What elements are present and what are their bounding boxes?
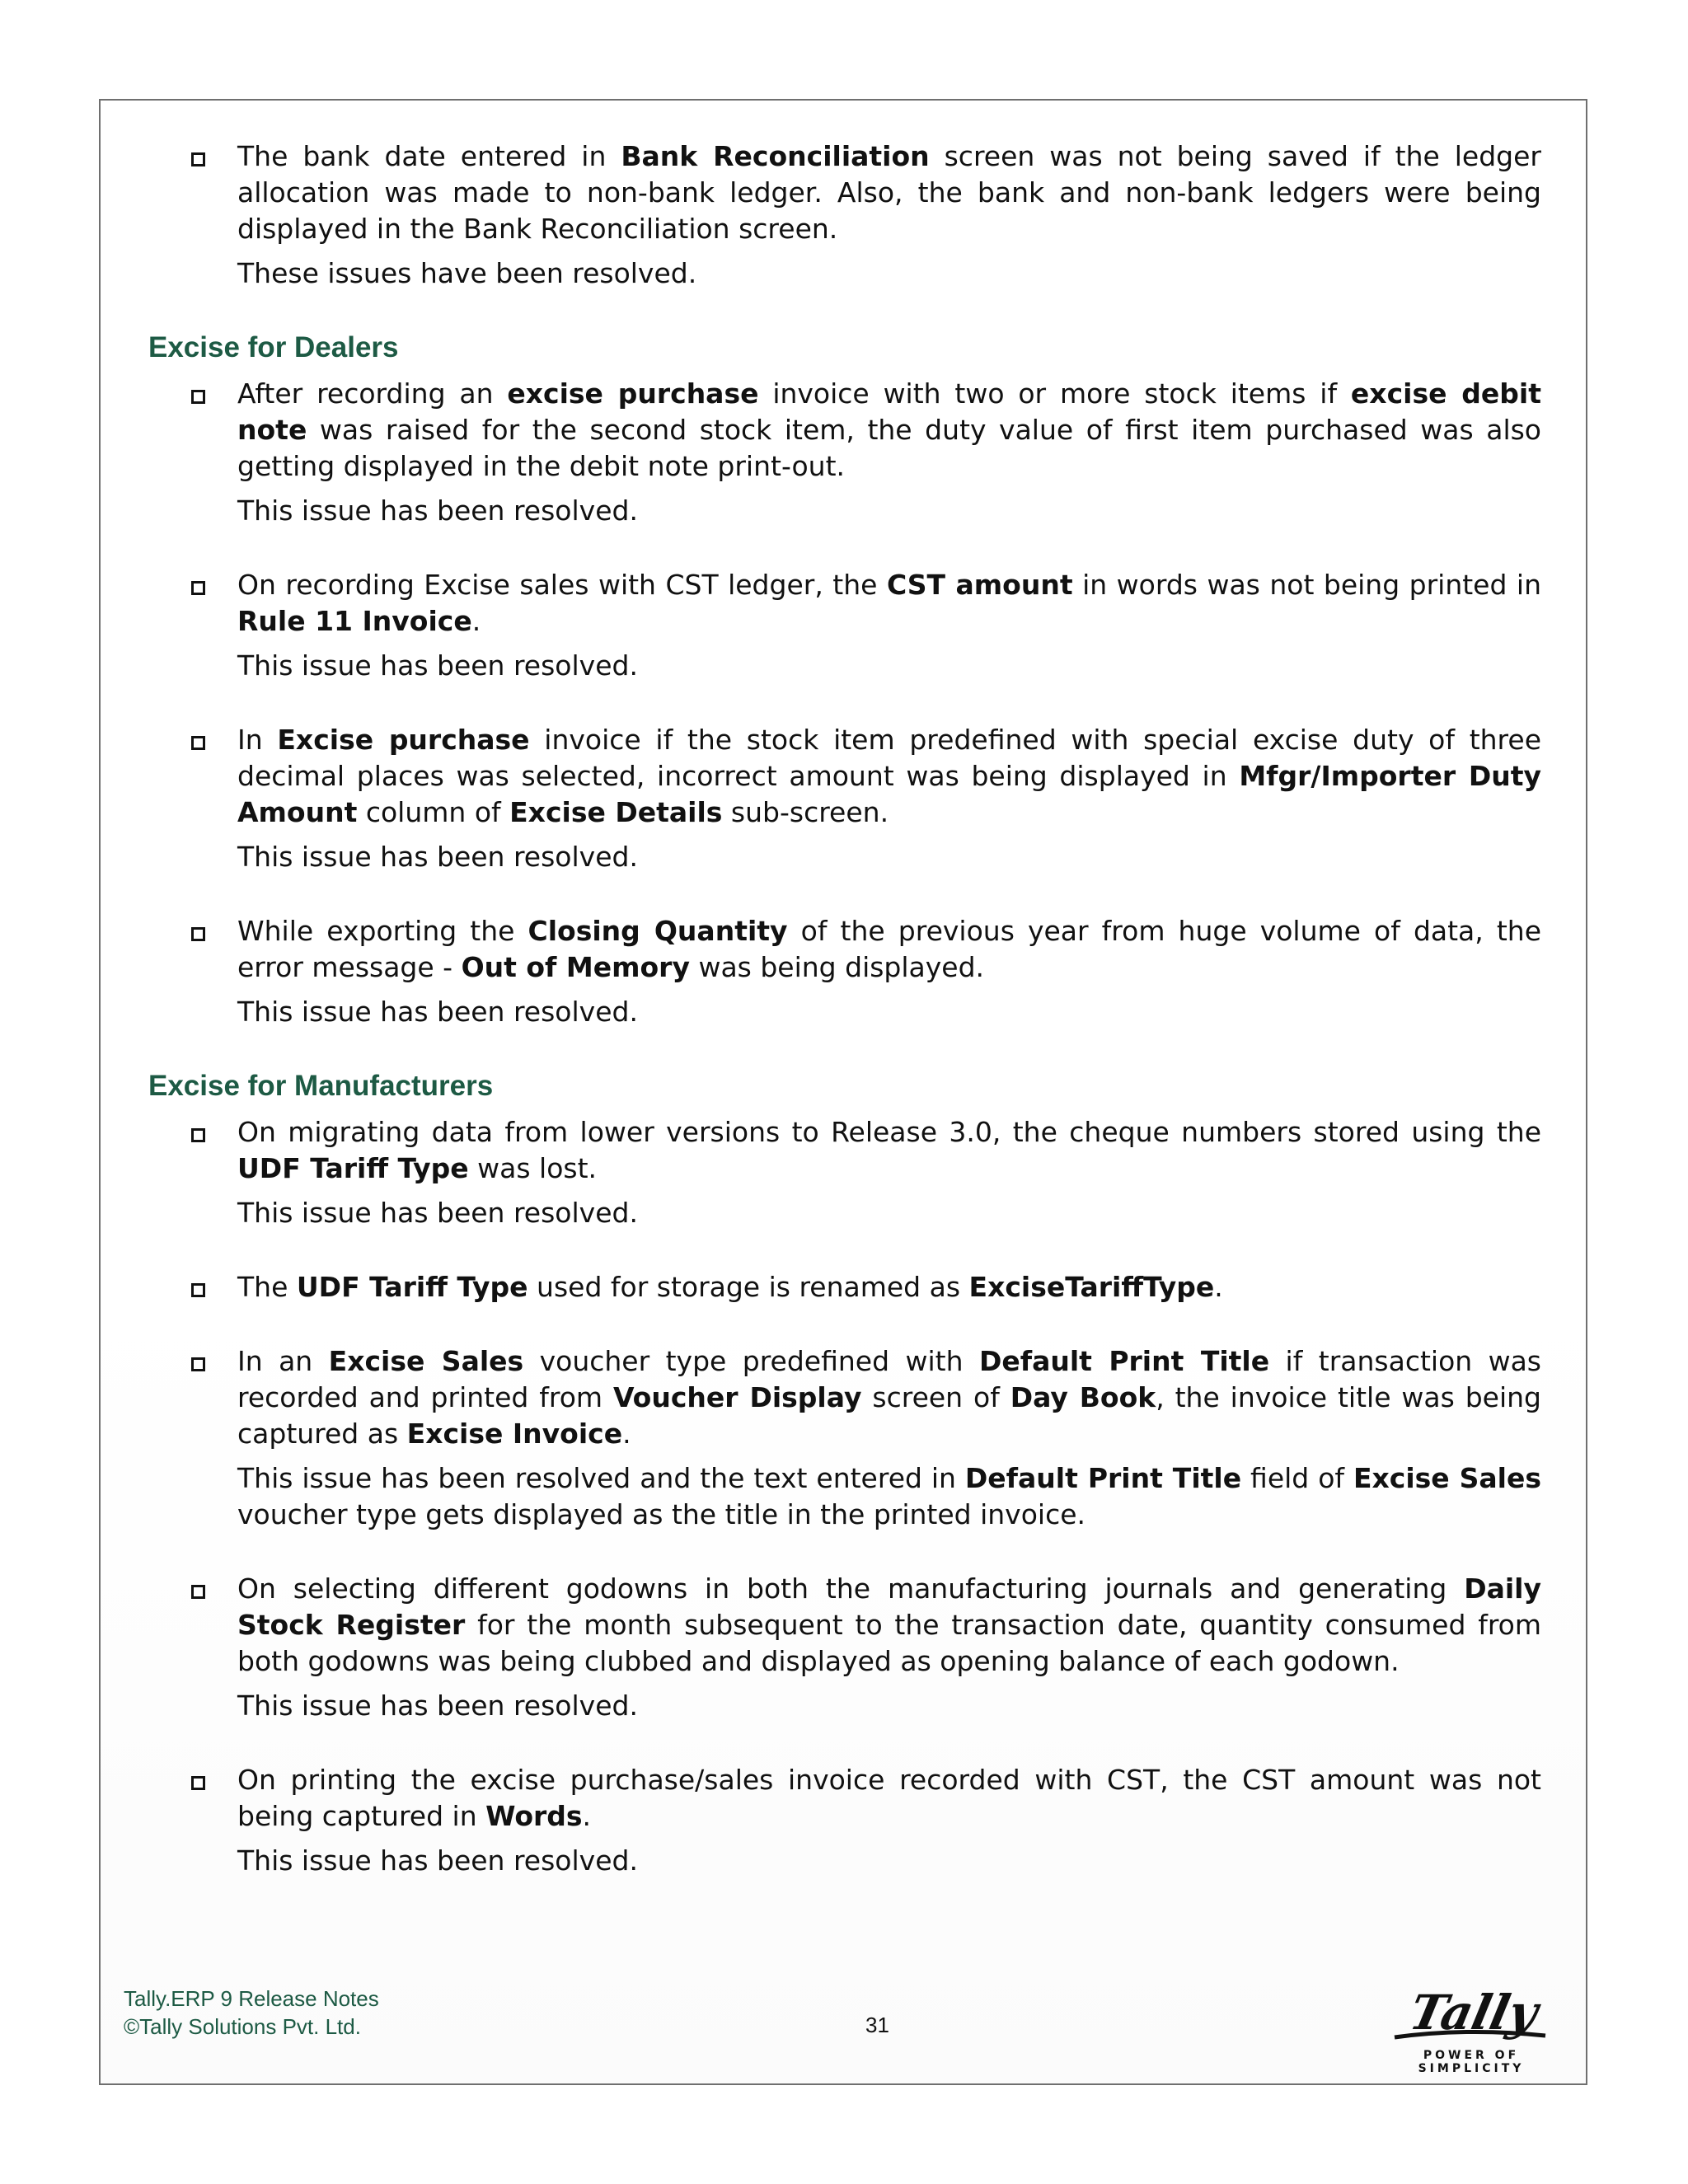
bold-term: excise debit note (237, 377, 1542, 446)
bold-term: Closing Quantity (528, 915, 788, 947)
text-run: In an (237, 1345, 329, 1377)
resolution-note: This issue has been resolved. (237, 649, 638, 682)
resolution-note: This issue has been resolved. (237, 1844, 638, 1877)
bold-term: Excise Details (509, 796, 723, 828)
list-item (148, 1114, 1541, 1231)
text-run: screen was not being saved if the ledger allocation was made to non-bank ledger. Also, the bank and non-bank ledgers were being displayed in the Bank Reconciliation screen. (237, 140, 1541, 245)
list-item (148, 1343, 1541, 1533)
resolution-note: These issues have been resolved. (237, 257, 697, 289)
text-run: sub-screen. (722, 796, 889, 828)
tally-logo-text: Tally (1404, 1984, 1543, 2041)
square-bullet-icon (191, 736, 205, 750)
text-run: invoice if the stock item predefined with special excise duty of three decimal places was selected, incorrect amount was being displayed in (237, 724, 1542, 792)
text-run: . (622, 1418, 631, 1450)
tally-logo (1376, 1978, 1566, 2075)
list-item (148, 138, 1541, 292)
bold-term: Default Print Title (978, 1345, 1270, 1377)
square-bullet-icon (191, 1128, 205, 1142)
text-run: On selecting different godowns in both the manufacturing journals and generating (237, 1572, 1465, 1605)
text-run: invoice with two or more stock items if (758, 377, 1351, 410)
page-number: 31 (865, 2013, 889, 2037)
bold-term: Daily Stock Register (237, 1572, 1541, 1641)
resolution-note: This issue has been resolved. (237, 1690, 638, 1722)
bold-term: Out of Memory (461, 951, 690, 983)
bold-term: Excise Sales (328, 1345, 524, 1377)
text-run: field of (1241, 1462, 1353, 1494)
square-bullet-icon (191, 1283, 205, 1297)
text-run: was raised for the second stock item, the duty value of first item purchased was also getting displayed in the debit note print-out. (237, 414, 1541, 482)
issue-description (237, 567, 1541, 640)
bold-term: Default Print Title (964, 1462, 1242, 1494)
issue-description (237, 913, 1541, 986)
list-item (148, 376, 1541, 529)
section-heading: Excise for Manufacturers (148, 1070, 494, 1102)
list-item (148, 1571, 1541, 1724)
bold-term: Voucher Display (612, 1381, 862, 1413)
footer-info (124, 1985, 379, 2041)
text-run: In (237, 724, 278, 756)
text-run: if transaction was recorded and printed from (237, 1345, 1542, 1413)
text-run: of the previous year from huge volume of data, the error message - (237, 915, 1541, 983)
square-bullet-icon (191, 1585, 205, 1599)
text-run: After recording an (237, 377, 508, 410)
text-run: . (582, 1800, 592, 1832)
list-item (148, 1762, 1541, 1879)
issue-description (237, 376, 1541, 485)
bold-term: CST amount (886, 569, 1073, 601)
text-run: for the month subsequent to the transaction date, quantity consumed from both godowns was being clubbed and displayed as opening balance of each godown. (237, 1609, 1541, 1677)
square-bullet-icon (191, 1776, 205, 1790)
list-item (148, 722, 1541, 875)
resolution-note (237, 1460, 1541, 1533)
text-run: The (237, 1271, 297, 1303)
text-run: was lost. (468, 1152, 598, 1184)
text-run: . (1214, 1271, 1223, 1303)
bold-term: Mfgr/Importer Duty Amount (237, 760, 1541, 828)
text-run: This issue has been resolved and the text entered in (237, 1462, 965, 1494)
square-bullet-icon (191, 927, 205, 941)
bold-term: Excise Invoice (406, 1418, 623, 1450)
issue-description (237, 1114, 1541, 1187)
document-body (148, 138, 1541, 1917)
text-run: voucher type gets displayed as the title in the printed invoice. (237, 1498, 1086, 1530)
bold-term: Bank Reconciliation (621, 140, 930, 172)
bold-term: Day Book (1010, 1381, 1156, 1413)
bold-term: Rule 11 Invoice (237, 605, 472, 637)
resolution-note: This issue has been resolved. (237, 1197, 638, 1229)
bold-term: Words (485, 1800, 583, 1832)
issue-description (237, 138, 1541, 247)
tally-logo-mark (1376, 1978, 1566, 2049)
footer-doc-title: Tally.ERP 9 Release Notes (124, 1986, 379, 2011)
logo-tagline: POWER OF SIMPLICITY (1418, 2049, 1525, 2075)
text-run: The bank date entered in (237, 140, 621, 172)
resolution-note: This issue has been resolved. (237, 996, 638, 1028)
text-run: column of (357, 796, 510, 828)
bold-term: Excise Sales (1353, 1462, 1541, 1494)
square-bullet-icon (191, 581, 205, 595)
issue-description (237, 1269, 1541, 1305)
text-run: voucher type predefined with (523, 1345, 979, 1377)
list-item (148, 567, 1541, 684)
bold-term: Excise purchase (277, 724, 530, 756)
list-item (148, 913, 1541, 1030)
text-run: On recording Excise sales with CST ledger, the (237, 569, 887, 601)
text-run: On migrating data from lower versions to Release 3.0, the cheque numbers stored using the (237, 1116, 1541, 1148)
text-run: used for storage is renamed as (528, 1271, 969, 1303)
section-heading: Excise for Dealers (148, 331, 399, 363)
text-run: screen of (861, 1381, 1010, 1413)
bold-term: UDF Tariff Type (237, 1152, 469, 1184)
square-bullet-icon (191, 1357, 205, 1371)
footer-copyright: ©Tally Solutions Pvt. Ltd. (124, 2014, 361, 2039)
issue-description (237, 722, 1541, 831)
bold-term: UDF Tariff Type (296, 1271, 528, 1303)
text-run: , the invoice title was being captured as (237, 1381, 1541, 1450)
resolution-note: This issue has been resolved. (237, 494, 638, 527)
text-run: in words was not being printed in (1072, 569, 1542, 601)
issue-description (237, 1343, 1541, 1452)
text-run: While exporting the (237, 915, 528, 947)
text-run: was being displayed. (689, 951, 985, 983)
bold-term: ExciseTariffType (968, 1271, 1215, 1303)
issue-description (237, 1762, 1541, 1835)
text-run: . (471, 605, 481, 637)
text-run: On printing the excise purchase/sales invoice recorded with CST, the CST amount was not being captured in (237, 1764, 1541, 1832)
resolution-note: This issue has been resolved. (237, 841, 638, 873)
square-bullet-icon (191, 152, 205, 166)
bold-term: excise purchase (507, 377, 759, 410)
list-item (148, 1269, 1541, 1305)
square-bullet-icon (191, 390, 205, 404)
issue-description (237, 1571, 1541, 1680)
